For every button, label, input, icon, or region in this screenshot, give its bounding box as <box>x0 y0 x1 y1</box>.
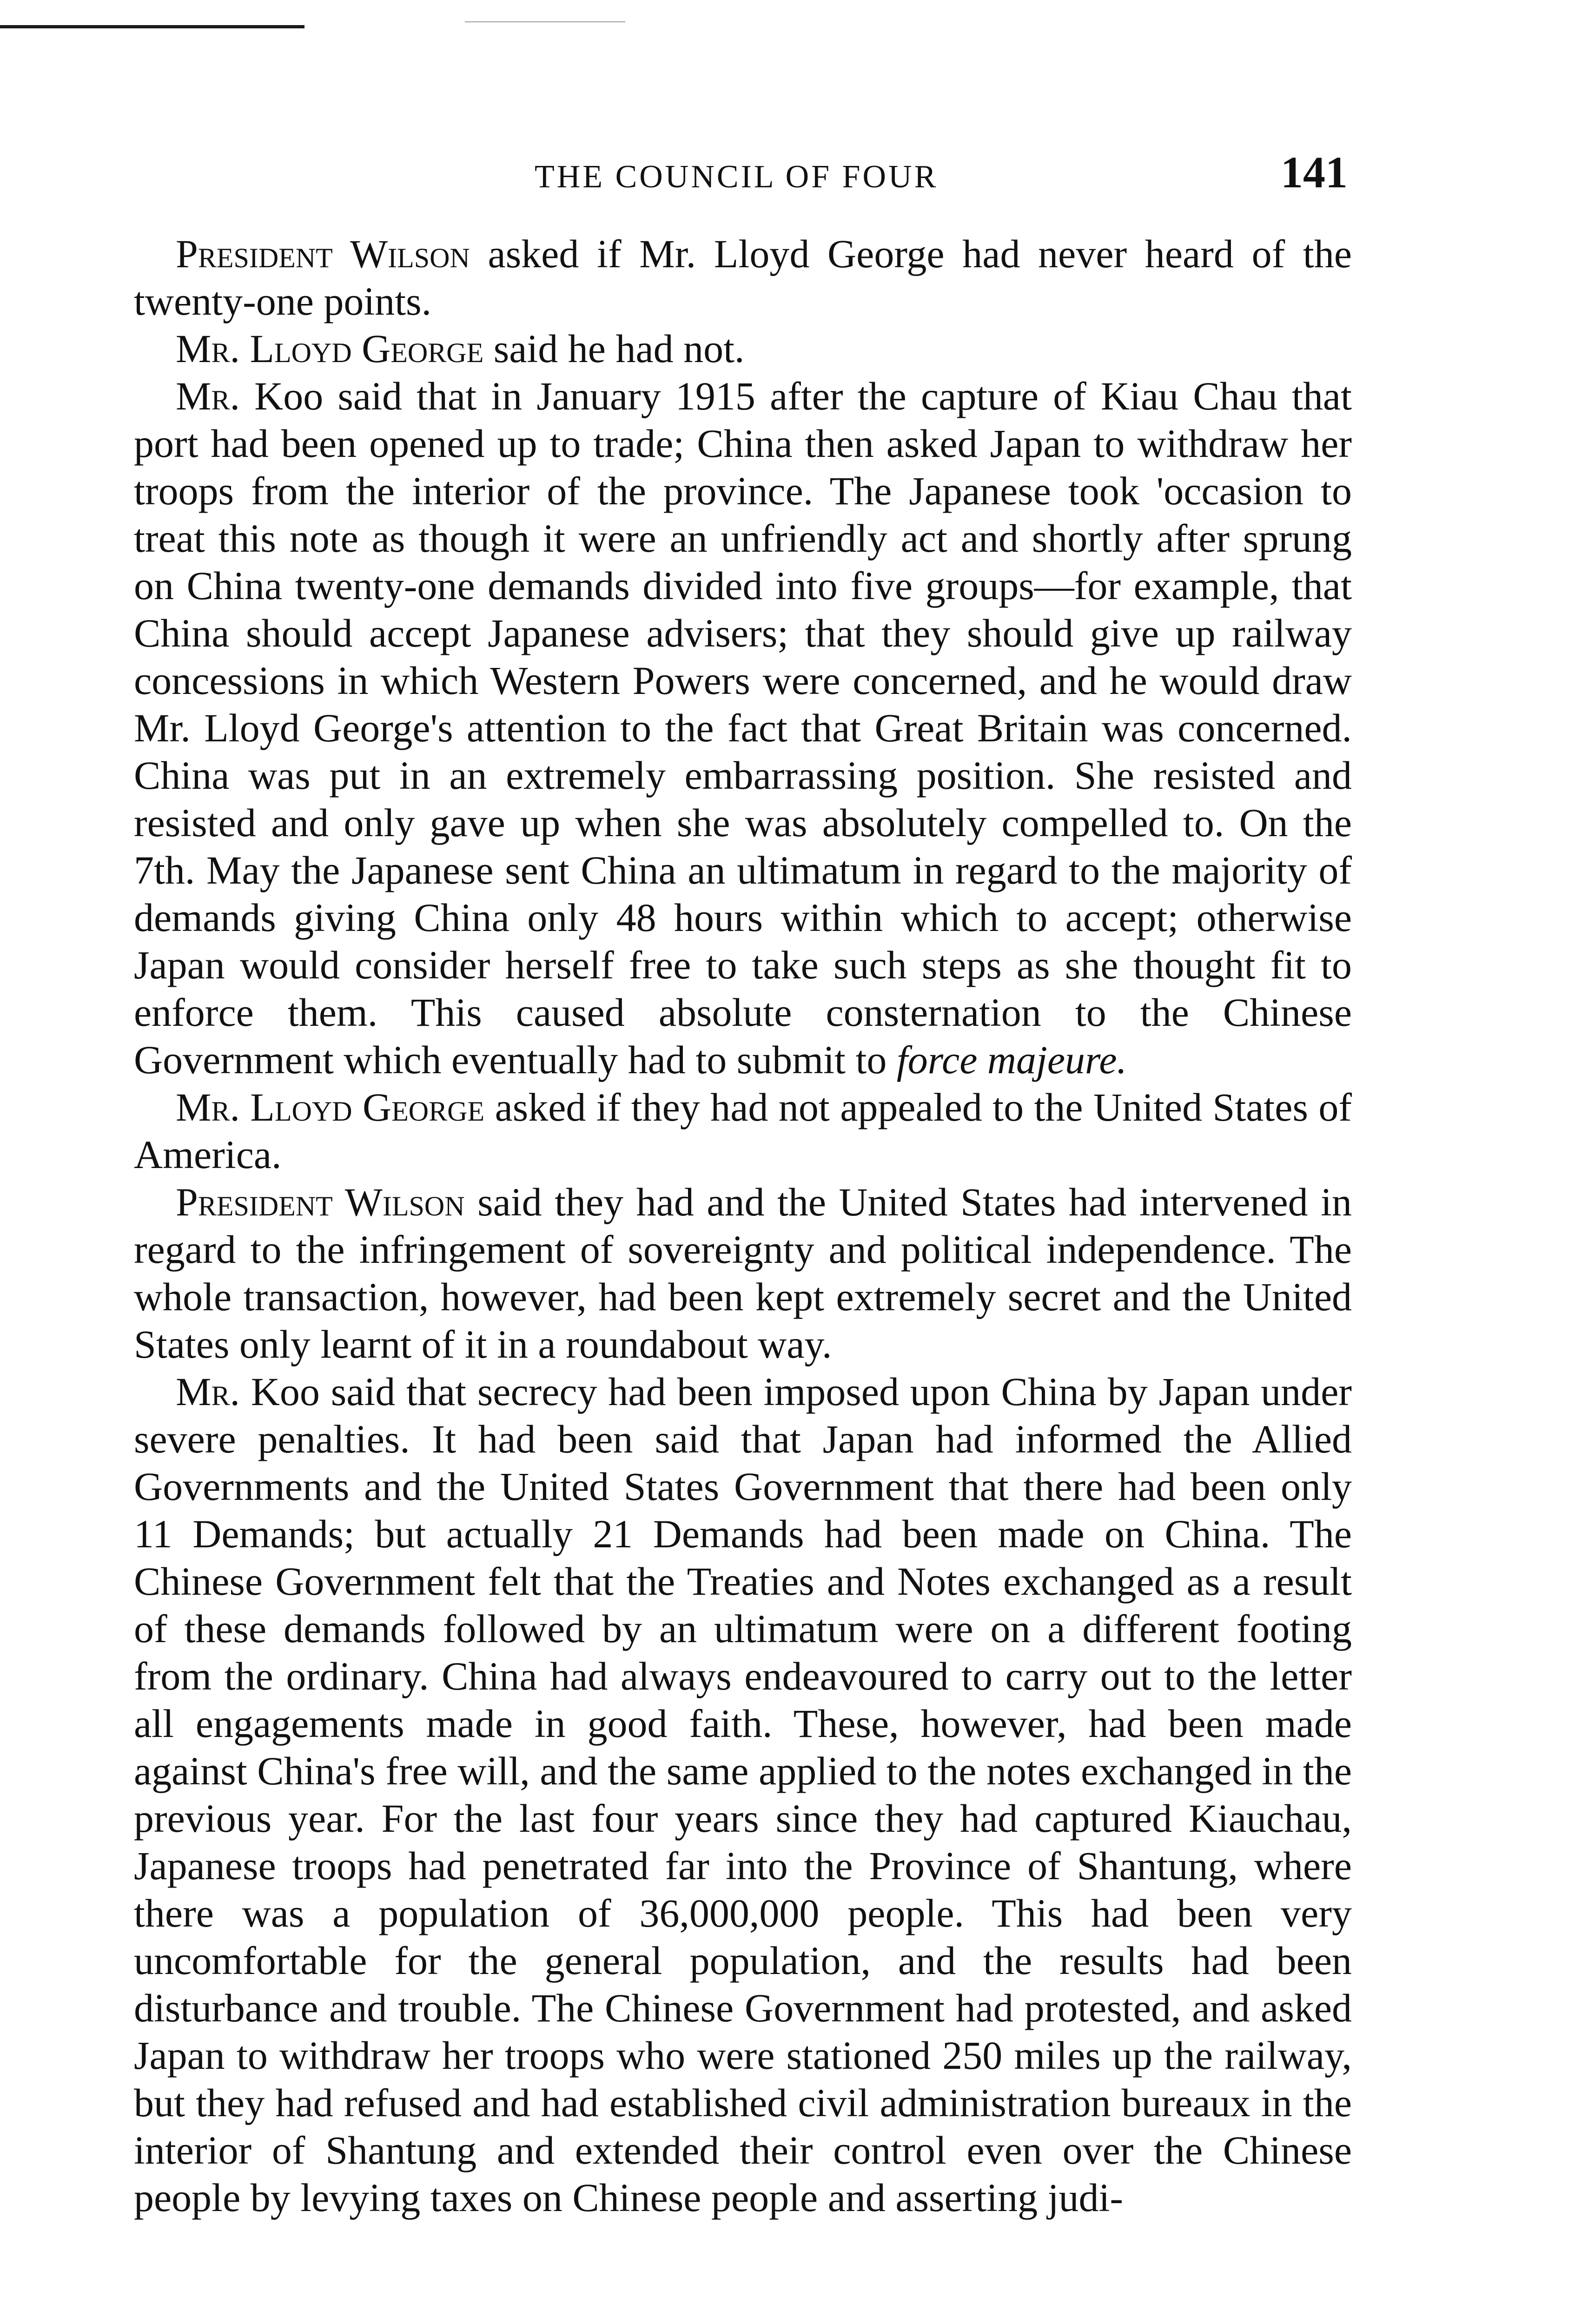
speaker-name: Mr. Lloyd George <box>176 326 484 371</box>
paragraph-text: Koo said that secrecy had been imposed upon China by Japan under severe penalties. It had been said that Japan had informed the Allied Governments and the United States Government that there had been only 11 Demands; but actually 21 Demands had been made on China. The Chinese Government felt that the Treaties and Notes exchanged as a result of these demands followed by an ultimatum were on a different footing from the ordinary. China had always endeavoured to carry out to the letter all engagements made in good faith. These, however, had been made against China's free will, and the same applied to the notes exchanged in the previous year. For the last four years since they had captured Kiauchau, Japanese troops had penetrated far into the Province of Shantung, where there was a population of 36,000,000 people. This had been very uncomfortable for the general population, and the results had been disturbance and trouble. The Chinese Government had protested, and asked Japan to withdraw her troops who were stationed 250 miles up the railway, but they had refused and had established civil administration bureaux in the interior of Shantung and extended their control even over the Chinese people by levying taxes on Chinese people and asserting judi- <box>134 1369 1352 2220</box>
paragraph-text: asked if Mr. Lloyd George had never heard of the twenty-one points. <box>134 231 1352 324</box>
speaker-name: Mr. Lloyd George <box>176 1085 485 1129</box>
scan-edge-rule-faint <box>465 21 625 22</box>
paragraph <box>134 1178 1352 1368</box>
page-number: 141 <box>1281 147 1348 197</box>
paragraph <box>134 1083 1352 1178</box>
scan-edge-rule <box>0 25 304 28</box>
paragraph-text: asked if they had not appealed to the United States of America. <box>134 1085 1352 1177</box>
paragraph-text: said they had and the United States had intervened in regard to the infringement of sovereignty and political independence. The whole transaction, however, had been kept extremely secret and the United States only learnt of it in a roundabout way. <box>134 1180 1352 1367</box>
paragraph <box>134 325 1352 372</box>
italic-phrase: force majeure. <box>896 1037 1127 1082</box>
paragraph <box>134 230 1352 325</box>
speaker-name: Mr. <box>176 1369 240 1414</box>
paragraph <box>134 372 1352 1083</box>
body-text <box>134 230 1352 2221</box>
speaker-name: Mr. <box>176 374 240 418</box>
speaker-name: President Wilson <box>176 1180 465 1224</box>
paragraph <box>134 1368 1352 2221</box>
speaker-name: President Wilson <box>176 231 470 276</box>
paragraph-text: Koo said that in January 1915 after the capture of Kiau Chau that port had been opened up to trade; China then asked Japan to withdraw her troops from the interior of the province. The Japanese took 'occasion to treat this note as though it were an unfriendly act and shortly after sprung on China twenty-one demands divided into five groups—for example, that China should accept Japanese advisers; that they should give up railway concessions in which Western Powers were concerned, and he would draw Mr. Lloyd George's attention to the fact that Great Britain was concerned. China was put in an extremely embarrassing position. She resisted and resisted and only gave up when she was absolutely compelled to. On the 7th. May the Japanese sent China an ultimatum in regard to the majority of demands giving China only 48 hours within which to accept; otherwise Japan would consider herself free to take such steps as she thought fit to enforce them. This caused absolute consternation to the Chinese Government which eventually had to submit to <box>134 374 1352 1082</box>
running-title: THE COUNCIL OF FOUR <box>535 159 939 195</box>
paragraph-text: said he had not. <box>493 326 745 371</box>
